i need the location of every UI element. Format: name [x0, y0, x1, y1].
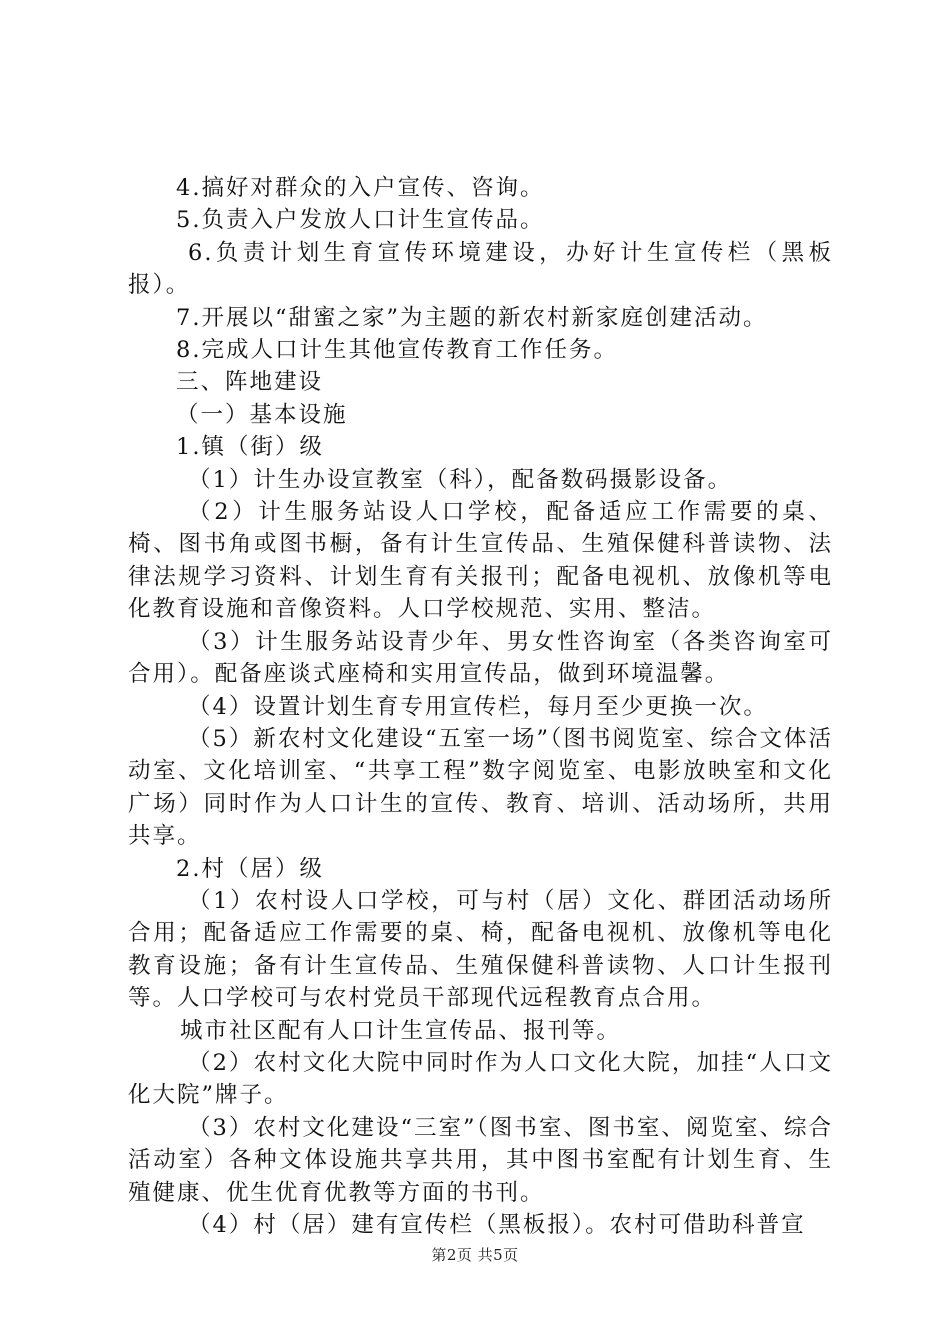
paragraph-item-4: 4.搞好对群众的入户宣传、咨询。 — [176, 175, 545, 201]
page-footer — [0, 1244, 950, 1265]
village-item-3: （3）农村文化建设“三室”（图书室、图书室、阅览室、综合活动室）各种文体设施共享共用，其中图书室配有计划生育、生殖健康、优生优育优教等方面的书刊。 — [128, 1114, 833, 1206]
section-heading-3: 三、阵地建设 — [176, 369, 324, 396]
town-item-1: （1）计生办设宣教室（科），配备数码摄影设备。 — [188, 466, 733, 493]
paragraph-item-5: 5.负责入户发放人口计生宣传品。 — [176, 207, 545, 234]
village-item-1-note: 城市社区配有人口计生宣传品、报刊等。 — [180, 1017, 622, 1044]
document-body — [128, 172, 833, 1241]
level-heading-town: 1.镇（街）级 — [176, 434, 324, 461]
page-number-label: 第2页 共5页 — [431, 1246, 519, 1264]
village-item-2: （2）农村文化大院中同时作为人口文化大院，加挂“人口文化大院”牌子。 — [128, 1049, 833, 1109]
village-item-1: （1）农村设人口学校，可与村（居）文化、群团活动场所合用；配备适应工作需要的桌、椅，配备电视机、放像机等电化教育设施；备有计生宣传品、生殖保健科普读物、人口计生报刊等。人口学校可与农村党员干部现代远程教育点合用。 — [128, 887, 833, 1012]
level-heading-village: 2.村（居）级 — [176, 855, 324, 882]
town-item-5: （5）新农村文化建设“五室一场”（图书阅览室、综合文体活动室、文化培训室、“共享工程”数字阅览室、电影放映室和文化广场）同时作为人口计生的宣传、教育、培训、活动场所，共用共享。 — [128, 725, 833, 850]
town-item-3: （3）计生服务站设青少年、男女性咨询室（各类咨询室可合用）。配备座谈式座椅和实用宣传品，做到环境温馨。 — [128, 628, 833, 688]
town-item-2: （2）计生服务站设人口学校，配备适应工作需要的桌、椅、图书角或图书橱，备有计生宣传品、生殖保健科普读物、法律法规学习资料、计划生育有关报刊；配备电视机、放像机等电化教育设施和音像资料。人口学校规范、实用、整洁。 — [128, 499, 833, 623]
subsection-heading-1: （一）基本设施 — [176, 401, 348, 428]
town-item-4: （4）设置计划生育专用宣传栏，每月至少更换一次。 — [188, 693, 768, 720]
paragraph-item-7: 7.开展以“甜蜜之家”为主题的新农村新家庭创建活动。 — [176, 304, 768, 331]
paragraph-item-8: 8.完成人口计生其他宣传教育工作任务。 — [176, 337, 618, 364]
village-item-4: （4）村（居）建有宣传栏（黑板报）。农村可借助科普宣 — [188, 1212, 806, 1238]
paragraph-item-6: 6.负责计划生育宣传环境建设，办好计生宣传栏（黑板报）。 — [128, 239, 833, 299]
